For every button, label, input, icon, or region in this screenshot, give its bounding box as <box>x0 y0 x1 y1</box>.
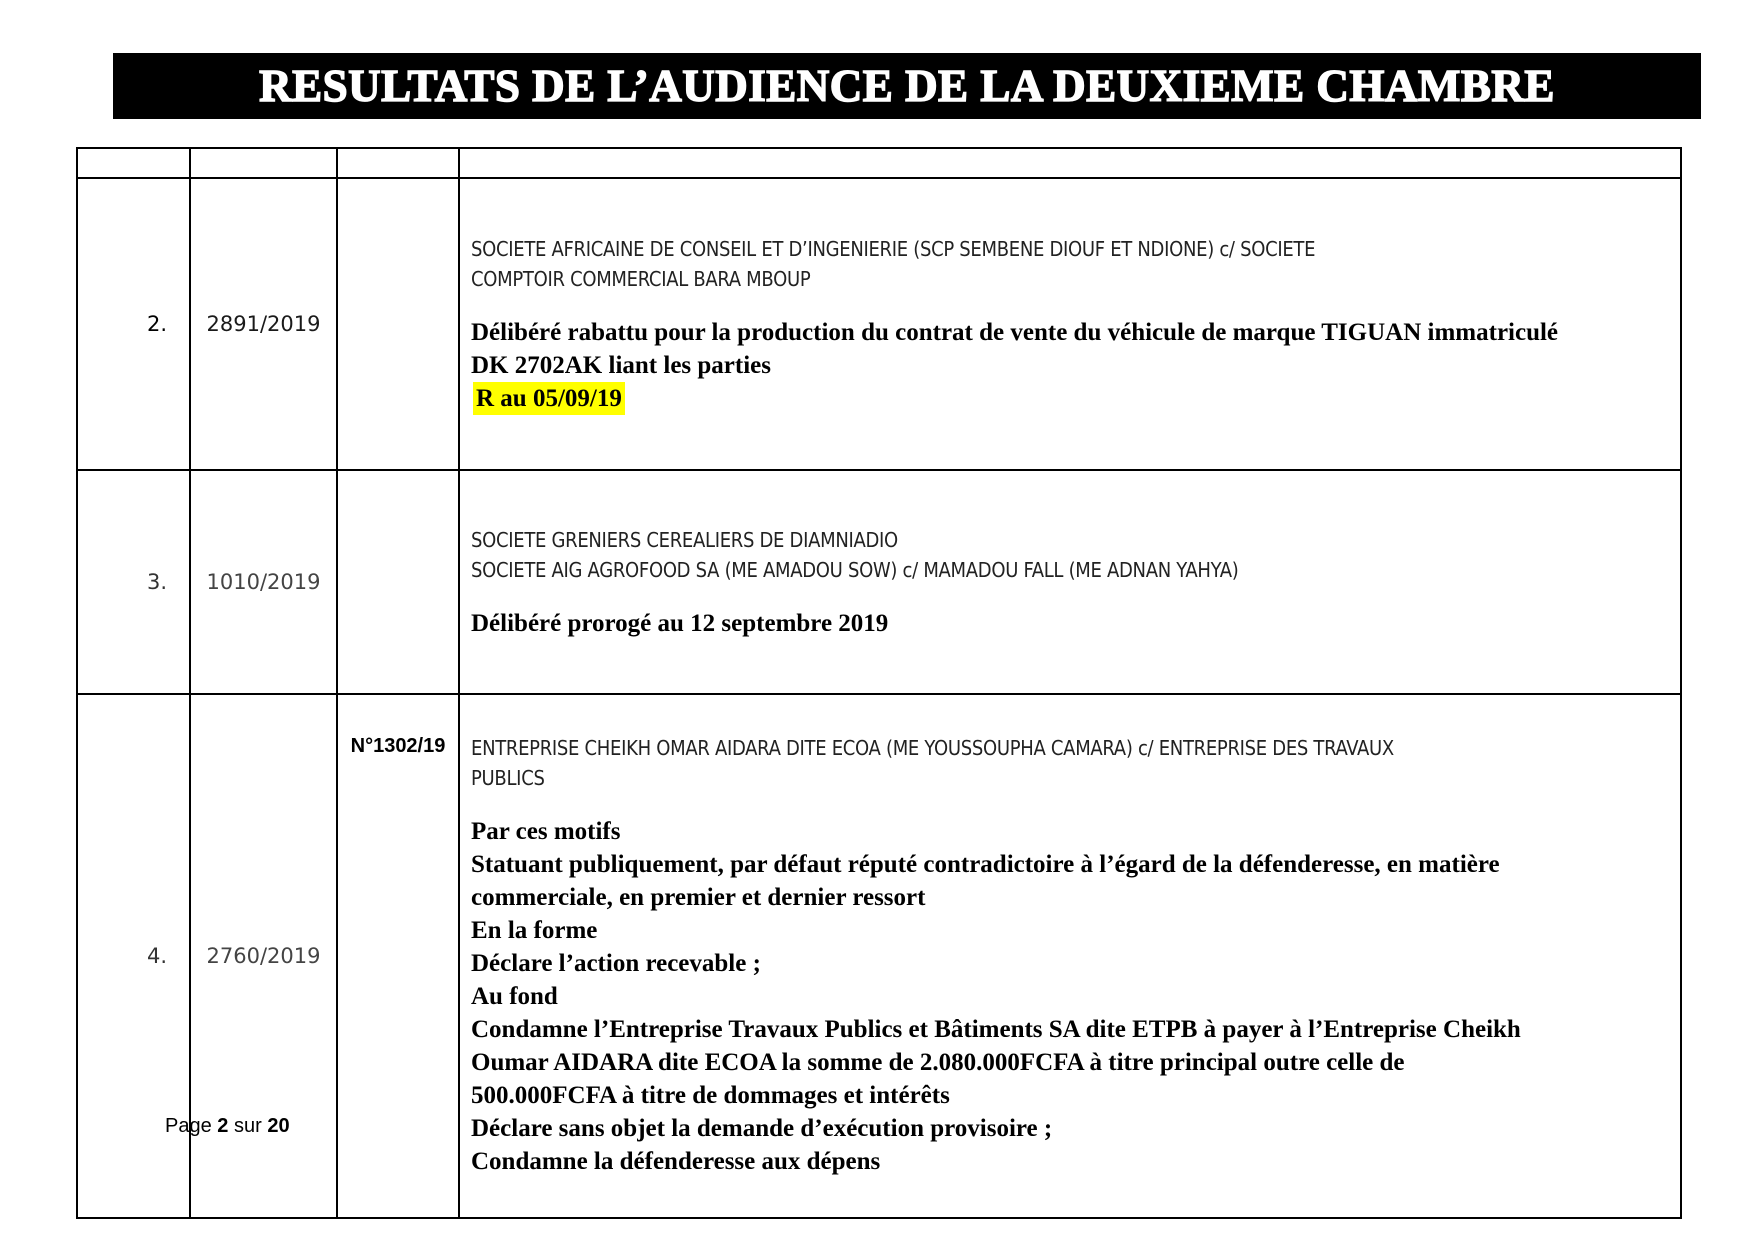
parties-text <box>471 525 1668 585</box>
verdict-line: Par ces motifs <box>471 818 621 845</box>
parties-line: SOCIETE AIG AGROFOOD SA (ME AMADOU SOW) c/ MAMADOU FALL (ME ADNAN YAHYA) <box>471 557 1239 582</box>
header-cell <box>190 148 337 178</box>
table-header-row <box>77 148 1681 178</box>
decision-number <box>337 178 459 470</box>
row-number: 3. <box>77 470 190 694</box>
parties-line: PUBLICS <box>471 766 545 790</box>
verdict-line: Oumar AIDARA dite ECOA la somme de 2.080.000FCFA à titre principal outre celle de <box>471 1049 1405 1076</box>
parties-text <box>471 234 1668 294</box>
case-number: 1010/2019 <box>190 470 337 694</box>
header-cell <box>459 148 1681 178</box>
verdict-text <box>471 607 1668 640</box>
verdict-line: commerciale, en premier et dernier ressort <box>471 884 926 911</box>
parties-line: ENTREPRISE CHEIKH OMAR AIDARA DITE ECOA (ME YOUSSOUPHA CAMARA) c/ ENTREPRISE DES TRAVAUX <box>471 736 1394 760</box>
sur-label: sur <box>233 1115 262 1137</box>
parties-line: SOCIETE AFRICAINE DE CONSEIL ET D’INGENIERIE (SCP SEMBENE DIOUF ET NDIONE) c/ SOCIETE <box>471 236 1316 261</box>
verdict-text <box>471 316 1668 415</box>
table-row <box>77 178 1681 470</box>
verdict-line: Déclare l’action recevable ; <box>471 950 761 977</box>
case-number: 2891/2019 <box>190 178 337 470</box>
decision-number: N°1302/19 <box>337 694 459 1218</box>
verdict-line: Délibéré rabattu pour la production du contrat de vente du véhicule de marque TIGUAN immatriculé <box>471 318 1559 346</box>
case-number: 2760/2019 <box>190 694 337 1218</box>
title-banner <box>113 53 1701 119</box>
verdict-line: Statuant publiquement, par défaut réputé contradictoire à l’égard de la défenderesse, en matière <box>471 851 1500 878</box>
results-table <box>76 147 1682 1219</box>
verdict-line: 500.000FCFA à titre de dommages et intérêts <box>471 1082 950 1109</box>
parties-line: SOCIETE GRENIERS CEREALIERS DE DIAMNIADIO <box>471 527 898 552</box>
header-cell <box>337 148 459 178</box>
parties-line: COMPTOIR COMMERCIAL BARA MBOUP <box>471 266 811 291</box>
verdict-text <box>471 815 1668 1178</box>
row-number: 4. <box>77 694 190 1218</box>
verdict-line: Délibéré prorogé au 12 septembre 2019 <box>471 609 889 637</box>
parties-text <box>471 733 1668 793</box>
page-label: Page <box>165 1115 212 1137</box>
verdict-line: Déclare sans objet la demande d’exécution provisoire ; <box>471 1115 1053 1142</box>
table-row <box>77 694 1681 1218</box>
verdict-line: Condamne l’Entreprise Travaux Publics et Bâtiments SA dite ETPB à payer à l’Entreprise Cheikh <box>471 1016 1521 1043</box>
current-page: 2 <box>217 1115 229 1137</box>
verdict-line: DK 2702AK liant les parties <box>471 351 771 379</box>
page-title: RESULTATS DE L’AUDIENCE DE LA DEUXIEME CHAMBRE <box>259 61 1555 111</box>
table-row <box>77 470 1681 694</box>
case-details <box>459 178 1681 470</box>
adjourned-date-highlight: R au 05/09/19 <box>473 382 625 415</box>
verdict-line: Au fond <box>471 983 558 1010</box>
case-details <box>459 694 1681 1218</box>
case-details <box>459 470 1681 694</box>
total-pages: 20 <box>267 1115 290 1137</box>
page-footer <box>165 1115 290 1138</box>
verdict-line: En la forme <box>471 917 598 944</box>
verdict-line: Condamne la défenderesse aux dépens <box>471 1148 881 1175</box>
decision-number <box>337 470 459 694</box>
header-cell <box>77 148 190 178</box>
row-number: 2. <box>77 178 190 470</box>
